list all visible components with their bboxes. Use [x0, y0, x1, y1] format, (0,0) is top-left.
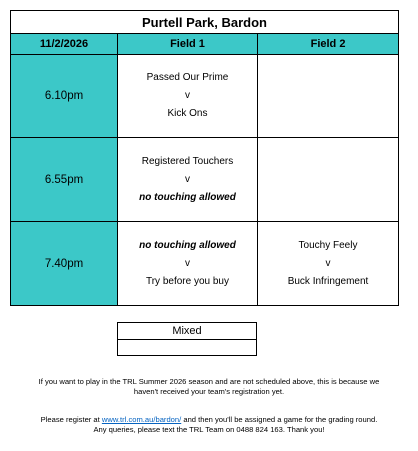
- game-cell-field-2: [258, 138, 399, 222]
- team-name: no touching allowed: [139, 191, 236, 203]
- game-cell-field-2: [258, 55, 399, 138]
- queries-line: Any queries, please text the TRL Team on 0488 824 163. Thank you!: [93, 425, 325, 434]
- team-name: Touchy Feely: [298, 239, 358, 251]
- register-line: [10, 415, 408, 425]
- team-name: Registered Touchers: [141, 155, 234, 167]
- team-name: Buck Infringement: [287, 275, 369, 287]
- versus-label: v: [325, 257, 331, 269]
- time-slot: 6.55pm: [11, 138, 118, 222]
- registration-note: [10, 377, 408, 397]
- venue-title: Purtell Park, Bardon: [11, 11, 399, 34]
- legend-empty-cell: [118, 340, 257, 356]
- field-1-header: Field 1: [118, 34, 258, 55]
- fixture-table: [10, 10, 399, 306]
- team-name: no touching allowed: [139, 239, 236, 251]
- team-name: Passed Our Prime: [146, 72, 229, 83]
- note-line: haven't received your team's registration yet.: [133, 387, 285, 396]
- game-cell-field-1: [118, 222, 258, 306]
- field-2-header: Field 2: [258, 34, 399, 55]
- legend-mixed-label: Mixed: [118, 323, 257, 340]
- date-header: 11/2/2026: [11, 34, 118, 55]
- game-cell-field-2: [258, 222, 399, 306]
- legend-table: [117, 322, 257, 356]
- team-name: Kick Ons: [167, 108, 208, 119]
- versus-label: v: [185, 257, 190, 269]
- team-name: Try before you buy: [145, 275, 229, 287]
- contact-note: [10, 415, 408, 435]
- table-row: [11, 222, 399, 306]
- register-prefix: Please register at: [40, 415, 102, 424]
- table-row: [11, 138, 399, 222]
- note-line: If you want to play in the TRL Summer 2026 season and are not scheduled above, this is because we: [38, 377, 380, 386]
- versus-label: v: [185, 90, 190, 101]
- versus-label: v: [185, 173, 190, 185]
- time-slot: 7.40pm: [11, 222, 118, 306]
- game-cell-field-1: [118, 55, 258, 138]
- register-suffix: and then you'll be assigned a game for the grading round.: [181, 415, 378, 424]
- table-row: [11, 55, 399, 138]
- time-slot: 6.10pm: [11, 55, 118, 138]
- register-link[interactable]: www.trl.com.au/bardon/: [101, 415, 182, 424]
- game-cell-field-1: [118, 138, 258, 222]
